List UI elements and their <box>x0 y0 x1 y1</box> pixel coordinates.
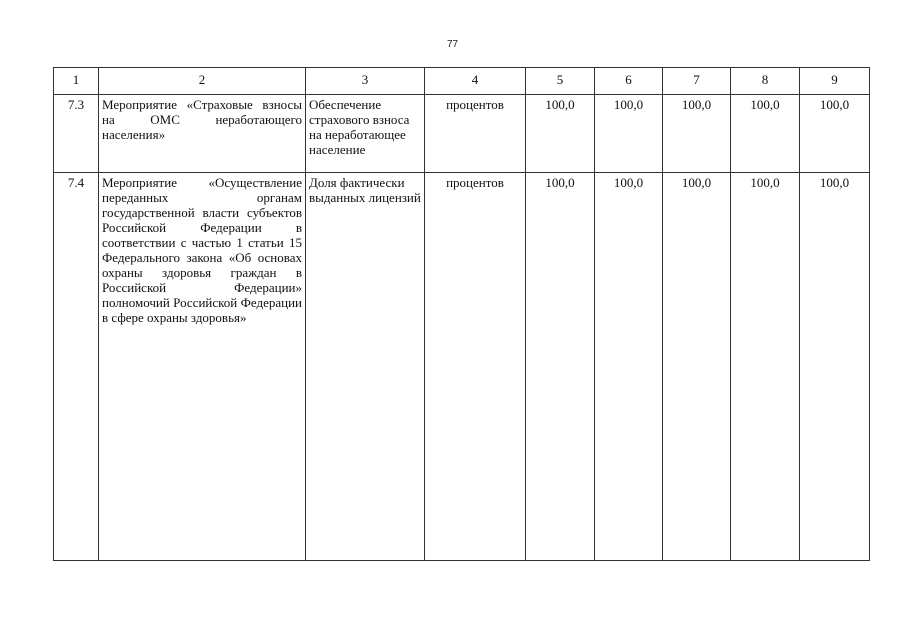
row-code: 7.3 <box>54 95 99 173</box>
measure-name: Мероприятие «Осуществление переданных органам государственной власти субъектов Российской Федерации в соответствии с частью 1 статьи 15 Федерального закона «Об основах охраны здоровья граждан в Российской Федерации» полномочий Российской Федерации в сфере охраны здоровья» <box>99 173 306 561</box>
row-code: 7.4 <box>54 173 99 561</box>
table-row <box>54 95 870 173</box>
value-cell: 100,0 <box>800 95 870 173</box>
column-header: 4 <box>425 68 526 95</box>
table-row <box>54 173 870 561</box>
table-header-row <box>54 68 870 95</box>
measure-name: Мероприятие «Страховые взносы на ОМС неработающего населения» <box>99 95 306 173</box>
column-header: 5 <box>526 68 595 95</box>
column-header: 2 <box>99 68 306 95</box>
column-header: 8 <box>731 68 800 95</box>
unit: процентов <box>425 173 526 561</box>
unit: процентов <box>425 95 526 173</box>
value-cell: 100,0 <box>663 95 731 173</box>
column-header: 1 <box>54 68 99 95</box>
value-cell: 100,0 <box>526 95 595 173</box>
indicator-name: Доля фактически выданных лицензий <box>306 173 425 561</box>
indicator-name: Обеспечение страхового взноса на неработающее население <box>306 95 425 173</box>
value-cell: 100,0 <box>595 95 663 173</box>
value-cell: 100,0 <box>595 173 663 561</box>
column-header: 7 <box>663 68 731 95</box>
value-cell: 100,0 <box>731 173 800 561</box>
value-cell: 100,0 <box>800 173 870 561</box>
indicator-table <box>53 67 870 561</box>
column-header: 6 <box>595 68 663 95</box>
column-header: 3 <box>306 68 425 95</box>
column-header: 9 <box>800 68 870 95</box>
value-cell: 100,0 <box>663 173 731 561</box>
value-cell: 100,0 <box>526 173 595 561</box>
page-number: 77 <box>446 39 459 50</box>
value-cell: 100,0 <box>731 95 800 173</box>
